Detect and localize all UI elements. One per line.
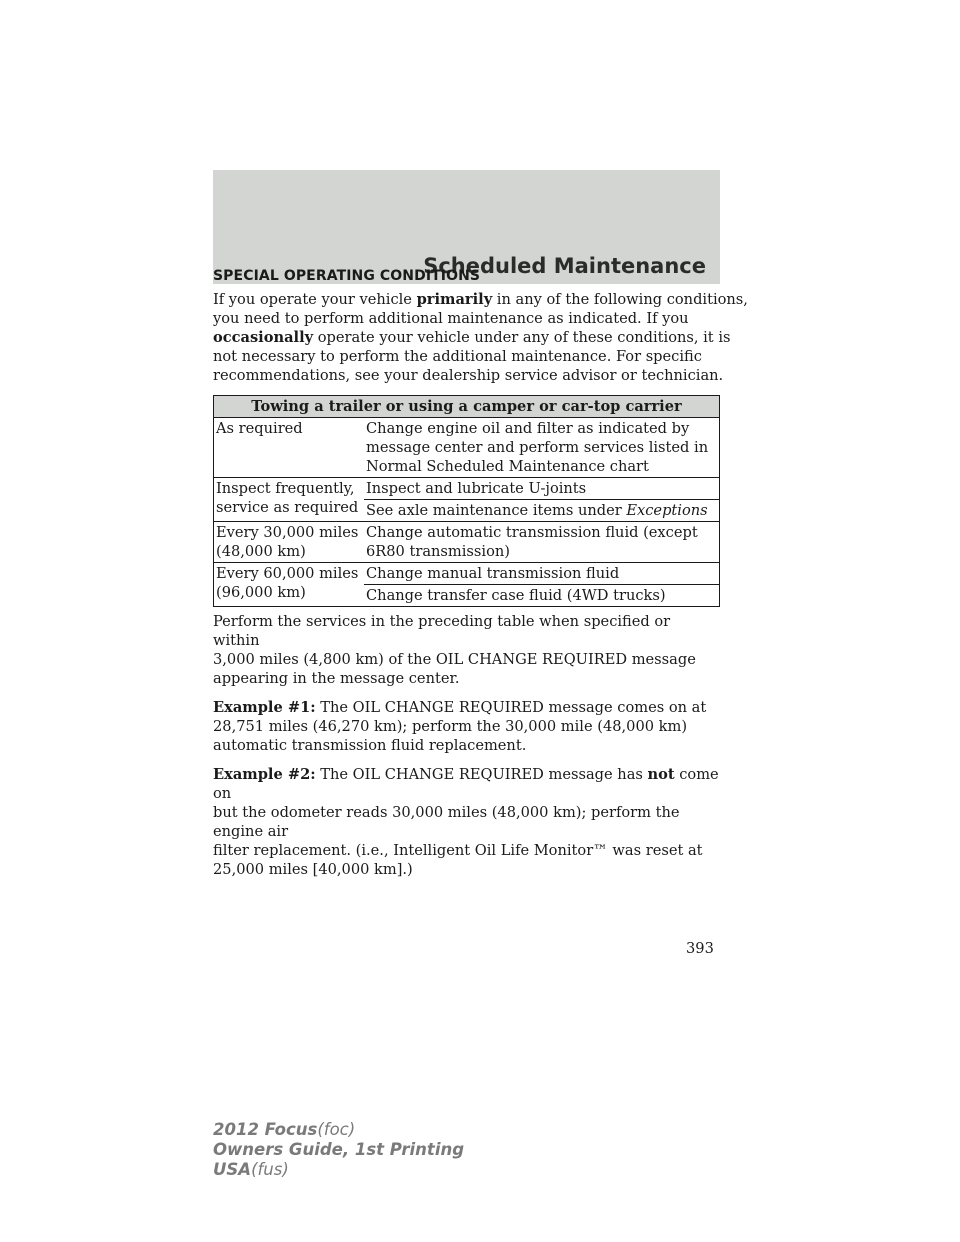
intro-line: you need to perform additional maintenance as indicated. If you [213, 310, 689, 327]
action-cell: Change transfer case fluid (4WD trucks) [364, 585, 720, 607]
table-row [214, 478, 720, 500]
table-row [214, 522, 720, 563]
action-cell: Inspect and lubricate U-joints [364, 478, 720, 500]
page-title: Scheduled Maintenance [423, 254, 706, 278]
intro-line: occasionally operate your vehicle under any of these conditions, it is [213, 329, 731, 346]
example-1-label: Example #1: [213, 699, 316, 716]
table-header-row [214, 396, 720, 418]
footer-imprint: 2012 Focus(foc) Owners Guide, 1st Printing USA(fus) [213, 1120, 465, 1179]
maintenance-table [213, 395, 720, 607]
interval-cell: Every 30,000 miles (48,000 km) [214, 522, 365, 563]
table-row [214, 418, 720, 478]
section-title: SPECIAL OPERATING CONDITIONS [213, 268, 481, 284]
after-table-paragraph: Perform the services in the preceding table when specified or within 3,000 miles (4,800 km) of the OIL CHANGE REQUIRED message appearing in the message center. [213, 613, 696, 687]
emphasis-occasionally: occasionally [213, 329, 314, 346]
interval-cell: As required [214, 418, 365, 478]
table-row [214, 563, 720, 585]
main-content [213, 268, 748, 889]
intro-paragraph [213, 290, 748, 385]
action-cell: See axle maintenance items under Exceptions [364, 500, 720, 522]
intro-line: If you operate your vehicle primarily in any of the following conditions, [213, 291, 748, 308]
page-number: 393 [686, 940, 714, 957]
emphasis-not: not [647, 766, 675, 783]
interval-cell: Every 60,000 miles (96,000 km) [214, 563, 365, 607]
example-2-paragraph: Example #2: The OIL CHANGE REQUIRED message has not come on but the odometer reads 30,000 miles (48,000 km); perform the engine air filter replacement. (i.e., Intelligent Oil Life Monitor™ was reset at 25,000 miles [40,000 km].) [213, 766, 719, 878]
intro-line: recommendations, see your dealership service advisor or technician. [213, 367, 724, 384]
example-2-label: Example #2: [213, 766, 316, 783]
interval-cell: Inspect frequently, service as required [214, 478, 365, 522]
exceptions-reference: Exceptions [626, 502, 708, 519]
emphasis-primarily: primarily [416, 291, 493, 308]
table-header: Towing a trailer or using a camper or car-top carrier [214, 396, 720, 418]
action-cell: Change engine oil and filter as indicated by message center and perform services listed in Normal Scheduled Maintenance chart [364, 418, 720, 478]
intro-line: not necessary to perform the additional maintenance. For specific [213, 348, 702, 365]
action-cell: Change automatic transmission fluid (except 6R80 transmission) [364, 522, 720, 563]
example-1-paragraph: Example #1: The OIL CHANGE REQUIRED message comes on at 28,751 miles (46,270 km); perform the 30,000 mile (48,000 km) automatic transmission fluid replacement. [213, 699, 707, 754]
action-cell: Change manual transmission fluid [364, 563, 720, 585]
header-band [213, 170, 720, 284]
